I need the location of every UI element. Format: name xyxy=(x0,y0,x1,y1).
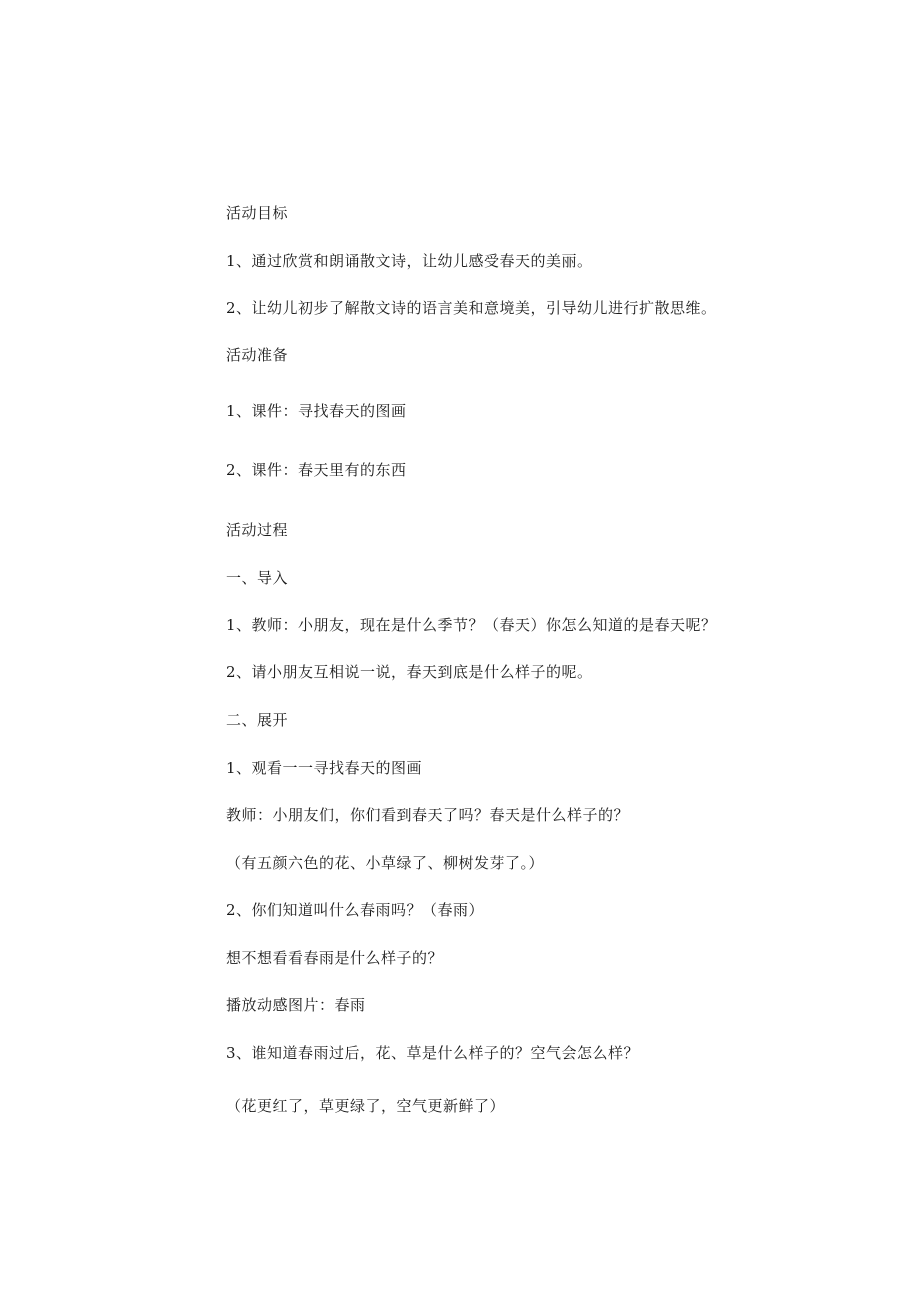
process-heading: 活动过程 xyxy=(226,521,289,539)
develop-line: 播放动感图片：春雨 xyxy=(226,996,366,1014)
develop-line: 想不想看看春雨是什么样子的？ xyxy=(226,949,444,967)
develop-line: 2、你们知道叫什么春雨吗？（春雨） xyxy=(226,901,485,919)
develop-line: 教师：小朋友们，你们看到春天了吗？春天是什么样子的？ xyxy=(226,806,630,824)
develop-heading: 二、展开 xyxy=(226,711,289,729)
develop-line: 3、谁知道春雨过后，花、草是什么样子的？空气会怎么样？ xyxy=(226,1044,640,1062)
develop-line: （有五颜六色的花、小草绿了、柳树发芽了。） xyxy=(226,854,545,872)
intro-heading: 一、导入 xyxy=(226,569,289,587)
preparation-item: 1、课件：寻找春天的图画 xyxy=(226,402,407,420)
preparation-heading: 活动准备 xyxy=(226,346,289,364)
develop-line: 1、观看一一寻找春天的图画 xyxy=(226,759,423,777)
goal-item: 2、让幼儿初步了解散文诗的语言美和意境美，引导幼儿进行扩散思维。 xyxy=(226,299,717,317)
intro-item: 1、教师：小朋友，现在是什么季节？（春天）你怎么知道的是春天呢？ xyxy=(226,616,717,634)
develop-line: （花更红了，草更绿了，空气更新鲜了） xyxy=(226,1097,506,1115)
preparation-item: 2、课件：春天里有的东西 xyxy=(226,461,407,479)
goals-heading: 活动目标 xyxy=(226,204,289,222)
intro-item: 2、请小朋友互相说一说，春天到底是什么样子的呢。 xyxy=(226,663,593,681)
goal-item: 1、通过欣赏和朗诵散文诗，让幼儿感受春天的美丽。 xyxy=(226,252,593,270)
